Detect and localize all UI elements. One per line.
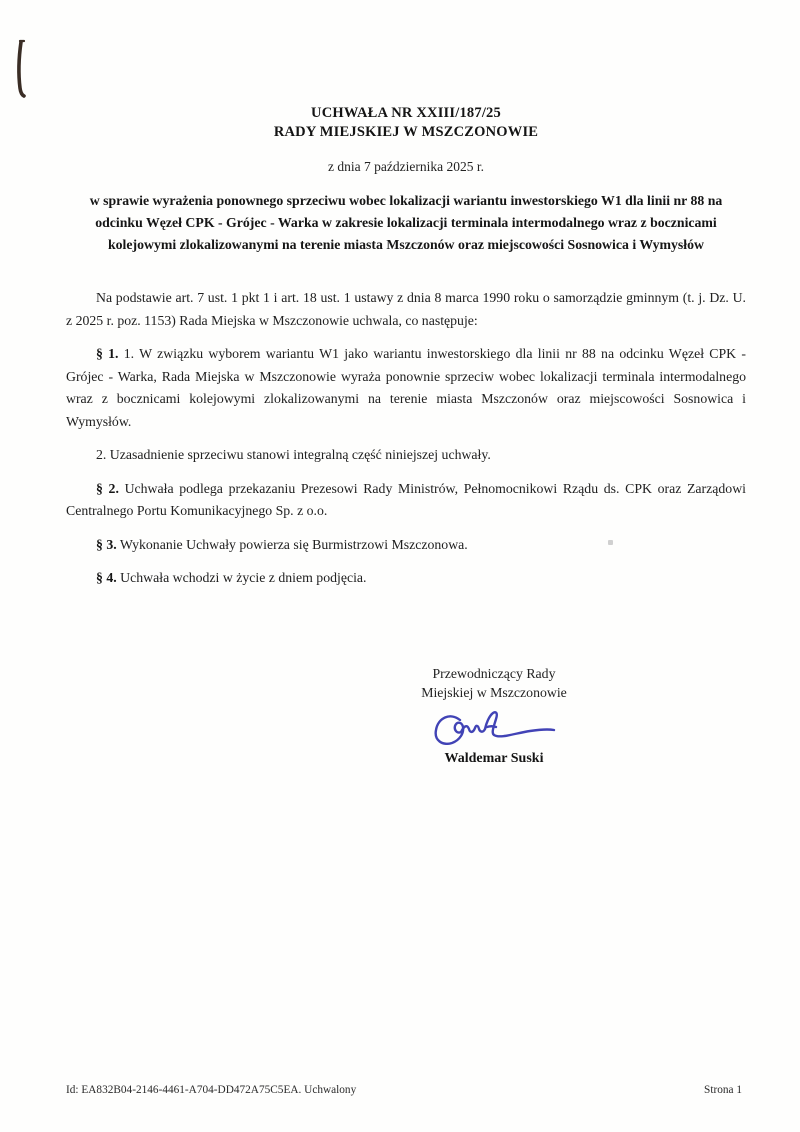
paragraph-3-label: § 3.	[96, 536, 117, 552]
paragraph-1	[66, 343, 746, 433]
signature-role-line-2: Miejskiej w Mszczonowie	[421, 684, 567, 700]
document-content	[66, 104, 746, 767]
signature-role-line-1: Przewodniczący Rady	[432, 665, 556, 681]
signature-name: Waldemar Suski	[444, 750, 544, 766]
paragraph-4-label: § 4.	[96, 570, 117, 585]
title-line-2: RADY MIEJSKIEJ W MSZCZONOWIE	[273, 124, 539, 140]
paragraph-1-point-2-text: 2. Uzasadnienie sprzeciwu stanowi integralną część niniejszej uchwały.	[96, 447, 491, 462]
paragraph-2-text: Uchwała podlega przekazaniu Prezesowi Rady Ministrów, Pełnomocnikowi Rządu ds. CPK oraz Zarządowi Centralnego Portu Komunikacyjnego Sp. z o.o.	[66, 480, 746, 518]
document-subject: w sprawie wyrażenia ponownego sprzeciwu wobec lokalizacji wariantu inwestorskiego W1 dla linii nr 88 na odcinku Węzeł CPK - Grójec - Warka w zakresie lokalizacji terminala intermodalnego wraz z bocznicami kolejowymi zlokalizowanymi na terenie miasta Mszczonów oraz miejscowości Sosnowica i Wymysłów	[89, 193, 723, 252]
paragraph-2-label: § 2.	[96, 480, 119, 496]
scan-speck	[608, 540, 613, 545]
signature-block	[374, 664, 614, 767]
document-date: z dnia 7 października 2025 r.	[328, 159, 484, 174]
document-title	[66, 104, 746, 142]
paragraph-1-text: 1. W związku wyborem wariantu W1 jako wariantu inwestorskiego dla linii nr 88 na odcinku Węzeł CPK - Grójec - Warka, Rada Miejska w Mszczonowie wyraża ponownie sprzeciw wobec lokalizacji terminala intermodalnego wraz z bocznicami kolejowymi zlokalizowanymi na terenie miasta Mszczonów oraz miejscowości Sosnowica i Wymysłów.	[66, 346, 746, 429]
preamble-paragraph: Na podstawie art. 7 ust. 1 pkt 1 i art. 18 ust. 1 ustawy z dnia 8 marca 1990 roku o samorządzie gminnym (t. j. Dz. U. z 2025 r. poz. 1153) Rada Miejska w Mszczonowie uchwala, co następuje:	[66, 290, 746, 328]
paragraph-3-text: Wykonanie Uchwały powierza się Burmistrzowi Mszczonowa.	[119, 536, 468, 552]
title-line-1: UCHWAŁA NR XXIII/187/25	[311, 105, 501, 121]
document-body	[66, 287, 746, 590]
footer-document-id: Id: EA832B04-2146-4461-A704-DD472A75C5EA. Uchwalony	[66, 1084, 357, 1096]
page-footer	[66, 1084, 742, 1096]
paragraph-3	[66, 534, 746, 557]
paragraph-4	[66, 567, 746, 590]
footer-page-number: Strona 1	[704, 1084, 742, 1096]
paragraph-4-text: Uchwała wchodzi w życie z dniem podjęcia.	[120, 570, 367, 585]
paragraph-1-point-2	[66, 444, 746, 467]
handwritten-signature	[430, 706, 558, 750]
paragraph-1-label: § 1.	[96, 346, 119, 361]
paragraph-2	[66, 478, 746, 523]
scan-artifact-mark	[14, 38, 34, 102]
